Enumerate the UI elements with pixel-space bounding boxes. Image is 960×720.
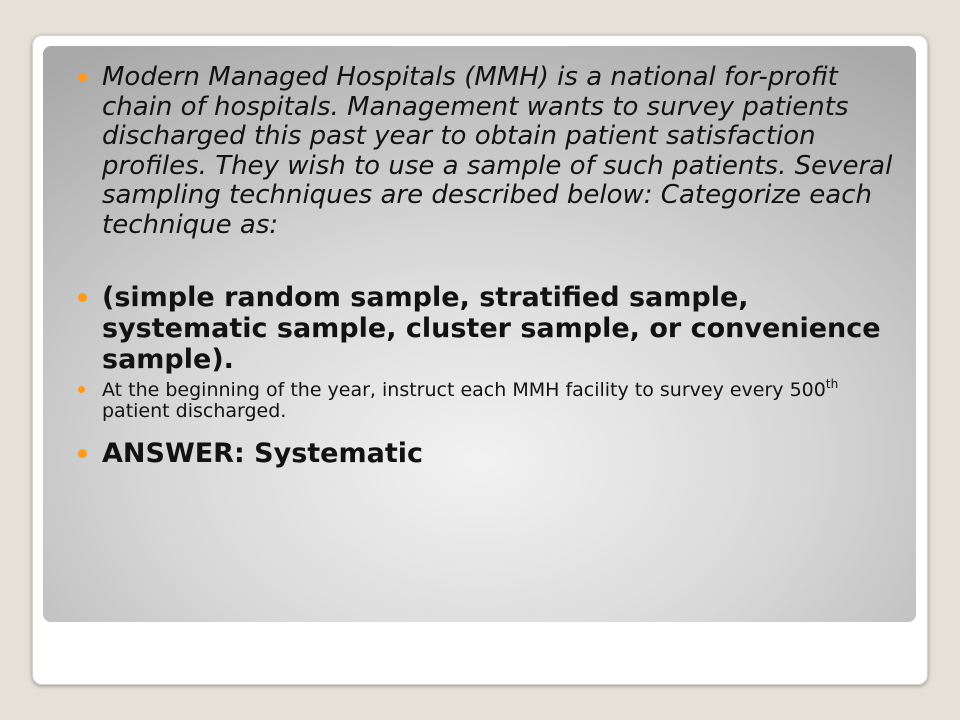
bullet-marker-2 bbox=[78, 293, 87, 302]
technique-text-start: At the beginning of the year, instruct each MMH facility to survey every 500 bbox=[102, 379, 826, 401]
bullet-text-answer: ANSWER: Systematic bbox=[102, 438, 424, 469]
bullet-text-categories: (simple random sample, stratified sample, systematic sample, cluster sample, or convenience sample). bbox=[102, 282, 881, 375]
bullet-marker-1 bbox=[78, 73, 87, 82]
bullet-marker-4 bbox=[78, 449, 87, 458]
technique-text-end: patient discharged. bbox=[102, 400, 287, 422]
bullet-text-intro: Modern Managed Hospitals (MMH) is a national for-profit chain of hospitals. Management wants to survey patients discharged this past year to obtain patient satisfaction profiles. They wish to use a sample of such patients. Several sampling techniques are described below: Categorize each technique as: bbox=[102, 62, 893, 240]
bullet-text-technique bbox=[102, 377, 902, 422]
bullet-marker-3 bbox=[78, 386, 85, 393]
ordinal-superscript: th bbox=[825, 377, 839, 391]
